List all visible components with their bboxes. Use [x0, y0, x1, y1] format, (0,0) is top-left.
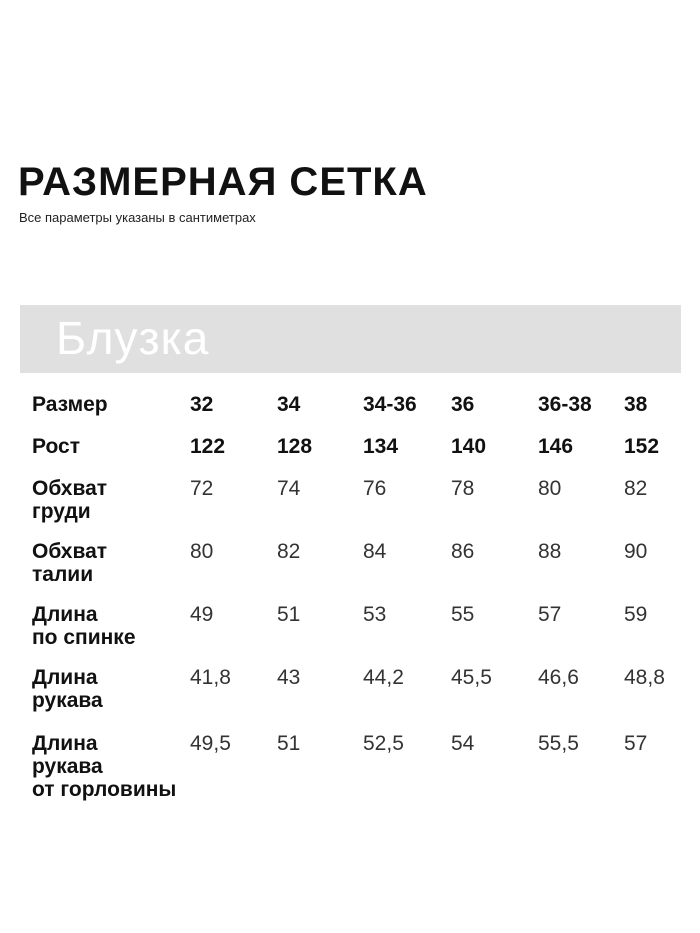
- page-title: РАЗМЕРНАЯ СЕТКА: [18, 160, 428, 204]
- row-label: [32, 603, 136, 649]
- row-label: [32, 666, 103, 712]
- row-label: [32, 477, 107, 523]
- row-label-line: талии: [32, 563, 94, 586]
- table-cell: 51: [277, 732, 301, 755]
- table-cell: 57: [538, 603, 562, 626]
- row-label-line: Обхват: [32, 540, 108, 563]
- table-cell: 88: [538, 540, 562, 563]
- row-label-line: по спинке: [32, 626, 136, 649]
- table-cell: 52,5: [363, 732, 404, 755]
- row-label-line: Рост: [32, 435, 80, 458]
- table-row: [32, 393, 682, 433]
- table-row: [32, 666, 682, 726]
- row-label: [32, 435, 80, 458]
- row-label-line: рукава: [32, 755, 103, 778]
- table-cell: 82: [277, 540, 301, 563]
- table-cell: 59: [624, 603, 648, 626]
- row-label-line: груди: [32, 500, 91, 523]
- table-row: [32, 603, 682, 663]
- table-cell: 128: [277, 435, 313, 458]
- table-cell: 51: [277, 603, 301, 626]
- section-header-band: [20, 305, 681, 373]
- table-cell: 122: [190, 435, 226, 458]
- table-cell: 82: [624, 477, 648, 500]
- row-label: [32, 393, 108, 416]
- table-cell: 49,5: [190, 732, 231, 755]
- row-label-line: от горловины: [32, 778, 177, 801]
- table-cell: 55: [451, 603, 475, 626]
- table-cell: 86: [451, 540, 475, 563]
- row-label-line: Обхват: [32, 477, 108, 500]
- table-cell: 72: [190, 477, 214, 500]
- table-cell: 78: [451, 477, 475, 500]
- row-label: [32, 732, 176, 801]
- table-cell: 55,5: [538, 732, 579, 755]
- table-cell: 57: [624, 732, 648, 755]
- table-cell: 53: [363, 603, 387, 626]
- table-cell: 146: [538, 435, 574, 458]
- row-label-line: Размер: [32, 393, 108, 416]
- table-cell: 46,6: [538, 666, 579, 689]
- row-label: [32, 540, 107, 586]
- table-cell: 80: [190, 540, 214, 563]
- table-cell: 74: [277, 477, 301, 500]
- table-row: [32, 540, 682, 600]
- table-cell: 32: [190, 393, 214, 416]
- table-cell: 36: [451, 393, 475, 416]
- row-label-line: Длина: [32, 666, 98, 689]
- table-cell: 44,2: [363, 666, 404, 689]
- page-subtitle: Все параметры указаны в сантиметрах: [19, 210, 256, 225]
- table-cell: 152: [624, 435, 660, 458]
- section-title: Блузка: [56, 312, 210, 364]
- table-cell: 36-38: [538, 393, 592, 416]
- table-cell: 34-36: [363, 393, 417, 416]
- row-label-line: рукава: [32, 689, 103, 712]
- table-cell: 84: [363, 540, 387, 563]
- table-cell: 43: [277, 666, 301, 689]
- table-cell: 41,8: [190, 666, 231, 689]
- table-cell: 54: [451, 732, 475, 755]
- row-label-line: Длина: [32, 732, 98, 755]
- table-cell: 80: [538, 477, 562, 500]
- row-label-line: Длина: [32, 603, 98, 626]
- table-cell: 140: [451, 435, 487, 458]
- table-cell: 90: [624, 540, 648, 563]
- table-cell: 48,8: [624, 666, 665, 689]
- table-row: [32, 732, 682, 822]
- table-cell: 34: [277, 393, 301, 416]
- table-cell: 38: [624, 393, 648, 416]
- table-cell: 49: [190, 603, 214, 626]
- table-cell: 45,5: [451, 666, 492, 689]
- table-cell: 76: [363, 477, 387, 500]
- table-cell: 134: [363, 435, 399, 458]
- table-row: [32, 435, 682, 475]
- table-row: [32, 477, 682, 537]
